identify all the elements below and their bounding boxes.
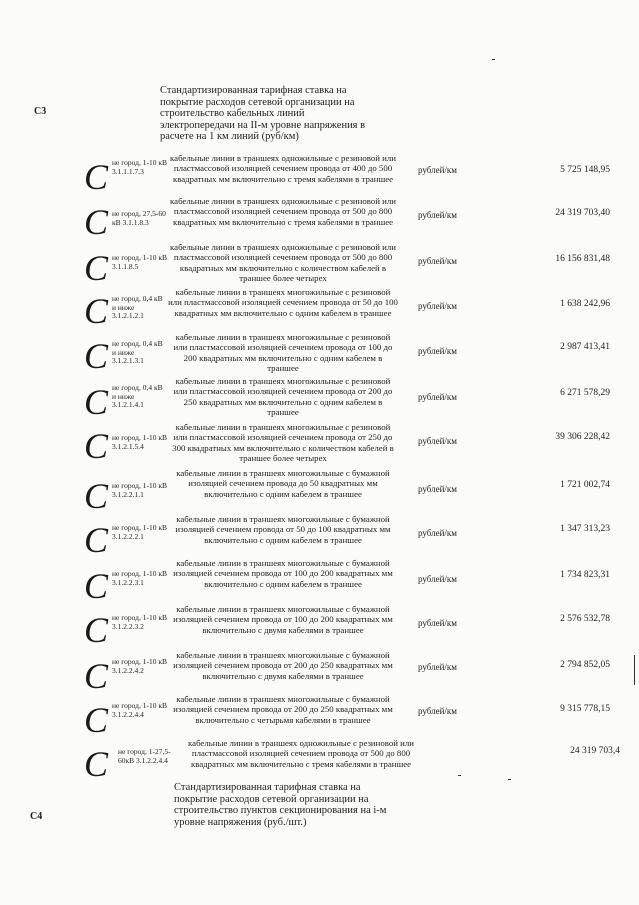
row-unit: рублей/км [418, 662, 457, 672]
row-meta: не город, 0,4 кВ и ниже 3.1.2.1.4.1 [112, 383, 163, 410]
scan-mark [508, 779, 511, 780]
row-value: 24 319 703,4 [570, 746, 620, 756]
scan-edge-mark [634, 655, 635, 685]
row-meta: не город, 1-10 кВ 3.1.2.2.3.1 [112, 569, 167, 587]
row-value: 2 576 532,78 [560, 614, 610, 624]
row-value: 6 271 578,29 [560, 388, 610, 398]
row-unit: рублей/км [418, 618, 457, 628]
c-symbol: C [84, 336, 109, 376]
row-meta: не город, 1-10 кВ 3.1.2.2.3.2 [112, 613, 167, 631]
c-symbol: C [84, 248, 109, 288]
c-symbol: C [84, 520, 109, 560]
row-description: кабельные линии в траншеях многожильные с бумажной изоляцией сечением провода от 200 до 250 квадратных мм включительно с четырьмя кабелями в траншее [173, 694, 393, 725]
row-description: кабельные линии в траншеях многожильные с резиновой или пластмассовой изоляцией сечением провода от 50 до 100 квадратных мм включительно с одним кабелем в траншее [168, 287, 398, 318]
c-symbol: C [84, 700, 109, 740]
row-value: 16 156 831,48 [555, 254, 610, 264]
row-value: 5 725 148,95 [560, 165, 610, 175]
row-meta: не город, 1-10 кВ 3.1.1.1.7.3 [112, 158, 167, 176]
row-value: 1 347 313,23 [560, 524, 610, 534]
c-symbol: C [84, 291, 109, 331]
row-meta: не город, 1-27,5-60кВ 3.1.2.2.4.4 [118, 747, 171, 765]
row-unit: рублей/км [418, 706, 457, 716]
row-unit: рублей/км [418, 484, 457, 494]
row-value: 39 306 228,42 [555, 432, 610, 442]
row-unit: рублей/км [418, 165, 457, 175]
row-description: кабельные линии в траншеях многожильные с бумажной изоляцией сечением провода от 100 до 200 квадратных мм включительно с одним кабелем в траншее [173, 558, 393, 589]
row-unit: рублей/км [418, 574, 457, 584]
row-meta: не город, 1-10 кВ 3.1.2.1.5.4 [112, 433, 167, 451]
c-symbol: C [84, 202, 109, 242]
row-meta: не город, 0,4 кВ и ниже 3.1.2.1.2.1 [112, 294, 163, 321]
row-value: 1 638 242,96 [560, 299, 610, 309]
row-meta: не город, 1-10 кВ 3.1.1.8.5 [112, 253, 167, 271]
row-value: 1 734 823,31 [560, 570, 610, 580]
row-meta: не город, 0,4 кВ и ниже 3.1.2.1.3.1 [112, 339, 163, 366]
row-value: 9 315 778,15 [560, 704, 610, 714]
row-unit: рублей/км [418, 346, 457, 356]
row-value: 24 319 703,40 [555, 208, 610, 218]
c-symbol: C [84, 610, 109, 650]
row-unit: рублей/км [418, 210, 457, 220]
row-meta: не город, 1-10 кВ 3.1.2.2.4.2 [112, 657, 167, 675]
c-symbol: C [84, 157, 109, 197]
row-value: 2 987 413,41 [560, 342, 610, 352]
c-symbol: C [84, 476, 109, 516]
row-description: кабельные линии в траншеях одножильные с резиновой или пластмассовой изоляцией сечением провода от 500 до 800 квадратных мм включительно с тремя кабелями в траншее [188, 738, 414, 769]
row-unit: рублей/км [418, 256, 457, 266]
row-value: 1 721 002,74 [560, 480, 610, 490]
row-description: кабельные линии в траншеях одножильные с резиновой или пластмассовой изоляцией сечением провода от 500 до 800 квадратных мм включительно с количеством кабелей в траншее более четырех [170, 242, 396, 284]
section-header-c3: Стандартизированная тарифная ставка на покрытие расходов сетевой организации на строительство кабельных линий электропередачи на II-м уровне напряжения в расчете на 1 км линий (руб/км) [160, 85, 366, 142]
row-description: кабельные линии в траншеях одножильные с резиновой или пластмассовой изоляцией сечением провода от 400 до 500 квадратных мм включительно с тремя кабелями в траншее [170, 153, 396, 184]
c-symbol: C [84, 426, 109, 466]
row-description: кабельные линии в траншеях многожильные с резиновой или пластмассовой изоляцией сечением провода от 100 до 200 квадратных мм включительно с одним кабелем в траншее [173, 332, 393, 374]
section-code-c3: C3 [34, 106, 47, 117]
row-meta: не город, 1-10 кВ 3.1.2.2.1.1 [112, 481, 167, 499]
c-symbol: C [84, 656, 109, 696]
c-symbol: C [84, 382, 109, 422]
c-symbol: C [84, 566, 109, 606]
row-value: 2 794 852,05 [560, 660, 610, 670]
row-description: кабельные линии в траншеях многожильные с резиновой или пластмассовой изоляцией сечением провода от 200 до 250 квадратных мм включительно с одним кабелем в траншее [173, 376, 393, 418]
row-description: кабельные линии в траншеях одножильные с резиновой или пластмассовой изоляцией сечением провода от 500 до 800 квадратных мм включительно с тремя кабелями в траншее [170, 196, 396, 227]
row-description: кабельные линии в траншеях многожильные с бумажной изоляцией сечением провода от 50 до 100 квадратных мм включительно с одним кабелем в траншее [175, 514, 391, 545]
scan-mark [458, 775, 461, 776]
scan-mark [492, 59, 495, 60]
c-symbol: C [84, 744, 109, 784]
row-unit: рублей/км [418, 301, 457, 311]
row-unit: рублей/км [418, 528, 457, 538]
row-meta: не город, 1-10 кВ 3.1.2.2.2.1 [112, 523, 167, 541]
section-code-c4: C4 [30, 811, 43, 822]
row-description: кабельные линии в траншеях многожильные с бумажной изоляцией сечением провода от 200 до 250 квадратных мм включительно с двумя кабелями в траншее [173, 650, 393, 681]
row-meta: не город, 27,5-60 кВ 3.1.1.8.3 [112, 209, 166, 227]
row-description: кабельные линии в траншеях многожильные с резиновой или пластмассовой изоляцией сечением провода от 250 до 300 квадратных мм включительно с количеством кабелей в траншее более четырех [172, 422, 394, 464]
section-header-c4: Стандартизированная тарифная ставка на покрытие расходов сетевой организации на строительство пунктов секционирования на i-м уровне напряжения (руб./шт.) [174, 782, 387, 828]
row-unit: рублей/км [418, 436, 457, 446]
row-meta: не город, 1-10 кВ 3.1.2.2.4.4 [112, 701, 167, 719]
row-description: кабельные линии в траншеях многожильные с бумажной изоляцией сечением провода от 100 до 200 квадратных мм включительно с двумя кабелями в траншее [173, 604, 393, 635]
row-description: кабельные линии в траншеях многожильные с бумажной изоляцией сечением провода до 50 квадратных мм включительно с одним кабелем в траншее [176, 468, 390, 499]
row-unit: рублей/км [418, 392, 457, 402]
